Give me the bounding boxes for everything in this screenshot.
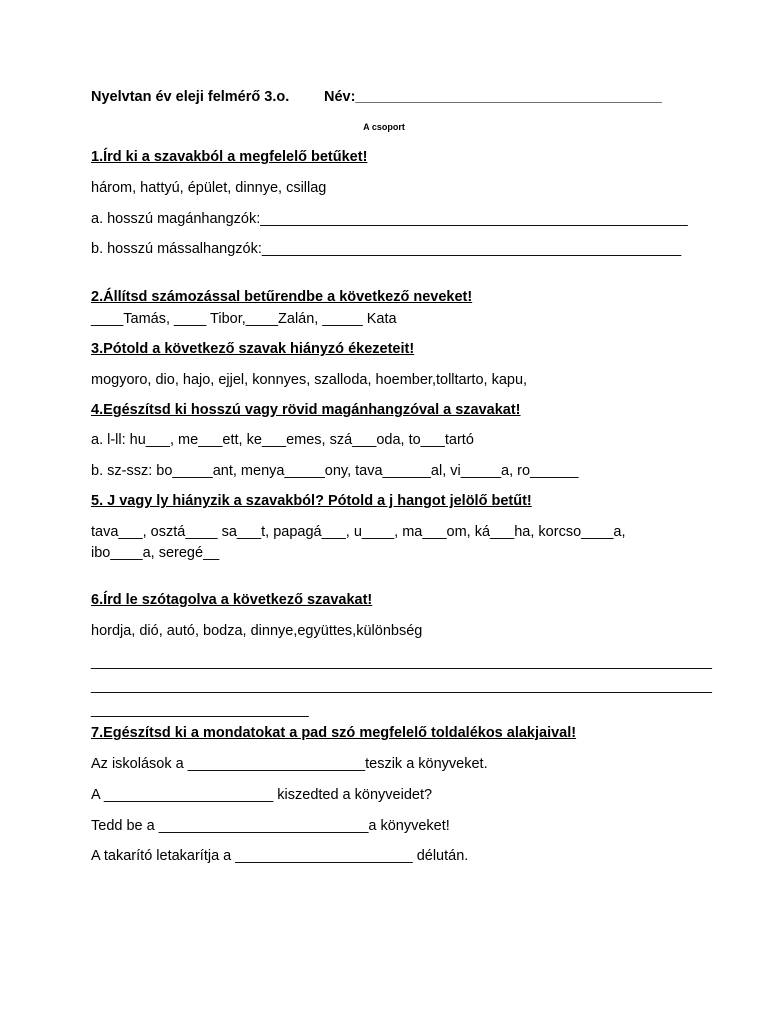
q4-line-b: b. sz-ssz: bo_____ant, menya_____ony, tava______al, vi_____a, ro______ <box>91 463 579 479</box>
q2-title: 2.Állítsd számozással betűrendbe a következő neveket! <box>91 289 473 305</box>
q7-sentence-2: A _____________________ kiszedted a könyveidet? <box>91 787 433 803</box>
q1-answer-a: a. hosszú magánhangzók:_____________________________________________________ <box>91 211 688 227</box>
q7-sentence-4: A takarító letakarítja a ______________________ délután. <box>91 848 469 864</box>
q4-line-a: a. l-ll: hu___, me___ett, ke___emes, szá___oda, to___tartó <box>91 432 474 448</box>
q4-title: 4.Egészítsd ki hosszú vagy rövid magánhangzóval a szavakat! <box>91 402 521 418</box>
q5-line-2: ibo____a, seregé__ <box>91 545 220 561</box>
q1-answer-b: b. hosszú mássalhangzók:____________________________________________________ <box>91 241 682 257</box>
q6-words: hordja, dió, autó, bodza, dinnye,együttes,különbség <box>91 623 423 639</box>
q7-sentence-3: Tedd be a __________________________a könyveket! <box>91 818 450 834</box>
q6-title: 6.Írd le szótagolva a következő szavakat! <box>91 592 373 608</box>
worksheet-title: Nyelvtan év eleji felmérő 3.o. <box>91 89 290 105</box>
q2-line: ____Tamás, ____ Tibor,____Zalán, _____ Kata <box>91 311 397 327</box>
q7-sentence-1: Az iskolások a ______________________teszik a könyveket. <box>91 756 488 772</box>
q1-title: 1.Írd ki a szavakból a megfelelő betűket! <box>91 149 368 165</box>
q3-line: mogyoro, dio, hajo, ejjel, konnyes, szalloda, hoember,tolltarto, kapu, <box>91 372 528 388</box>
group-label: A csoport <box>363 122 405 132</box>
q7-title: 7.Egészítsd ki a mondatokat a pad szó megfelelő toldalékos alakjaival! <box>91 725 577 741</box>
q6-answer-line-1: _____________________________________________________________________________ <box>91 654 712 670</box>
q6-answer-line-2: _____________________________________________________________________________ <box>91 678 712 694</box>
q1-words: három, hattyú, épület, dinnye, csillag <box>91 180 327 196</box>
q6-answer-line-3: ___________________________ <box>91 702 309 718</box>
q3-title: 3.Pótold a következő szavak hiányzó ékezeteit! <box>91 341 415 357</box>
q5-title: 5. J vagy ly hiányzik a szavakból? Pótold a j hangot jelölő betűt! <box>91 493 532 509</box>
name-field: Név:______________________________________ <box>324 89 662 105</box>
q5-line-1: tava___, osztá____ sa___t, papagá___, u____, ma___om, ká___ha, korcso____a, <box>91 524 626 540</box>
